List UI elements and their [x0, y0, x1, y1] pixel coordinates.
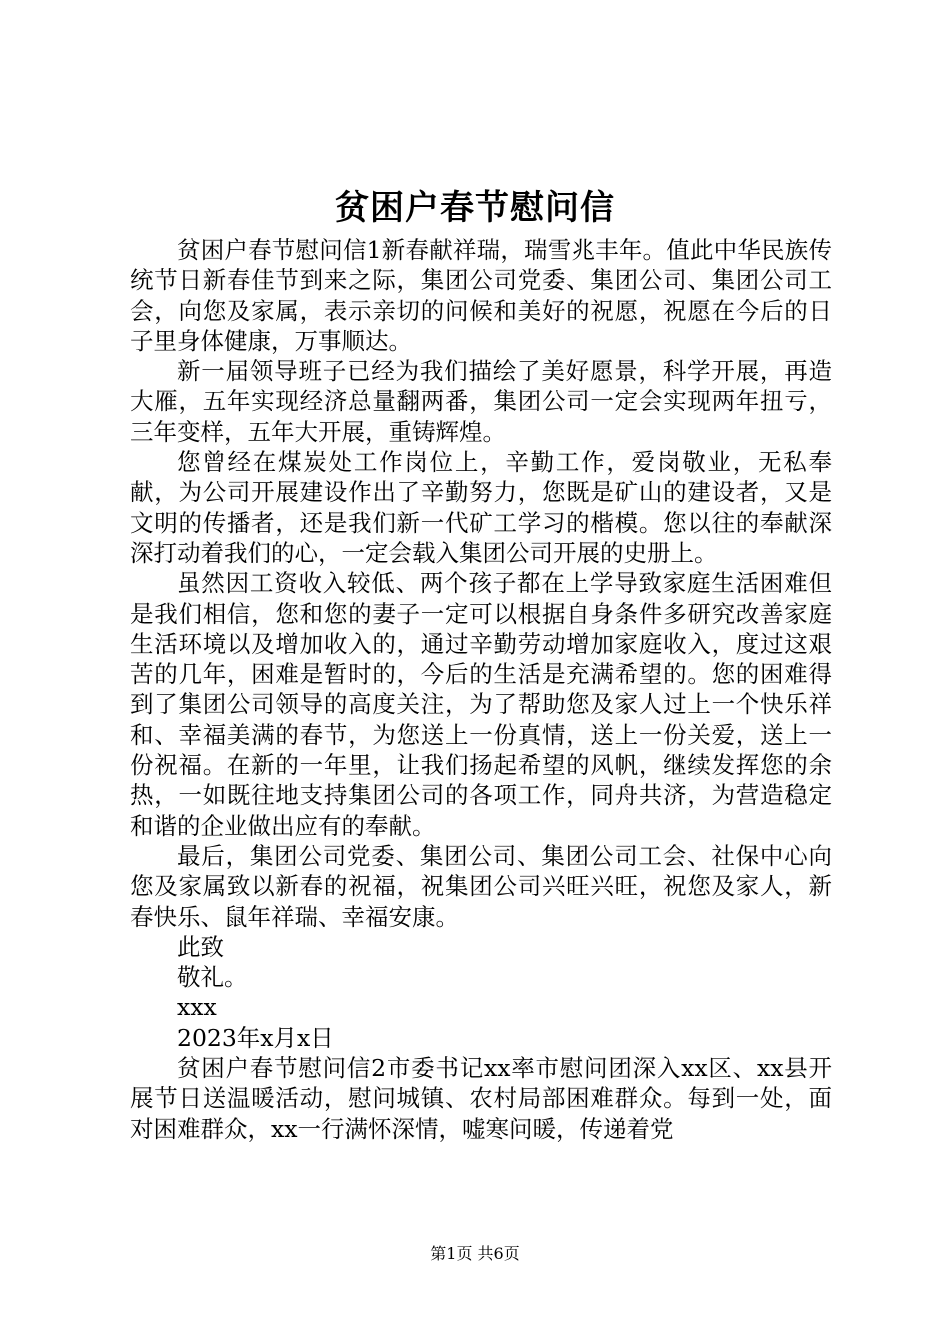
paragraph: 您曾经在煤炭处工作岗位上，辛勤工作，爱岗敬业，无私奉献，为公司开展建设作出了辛勤努力，您既是矿山的建设者，又是文明的传播者，还是我们新一代矿工学习的楷模。您以往的奉献深深打动着我们的心，一定会载入集团公司开展的史册上。 [130, 448, 832, 567]
signature: xxx [177, 993, 217, 1022]
document-title: 贫困户春节慰问信 [335, 188, 615, 228]
document-body [130, 235, 832, 1144]
closing-salutation: 此致 [177, 932, 224, 961]
paragraph: 贫困户春节慰问信2市委书记xx率市慰问团深入xx区、xx县开展节日送温暖活动，慰问城镇、农村局部困难群众。每到一处，面对困难群众，xx一行满怀深情，嘘寒问暖，传递着党 [130, 1054, 832, 1143]
paragraph: 虽然因工资收入较低、两个孩子都在上学导致家庭生活困难但是我们相信，您和您的妻子一定可以根据自身条件多研究改善家庭生活环境以及增加收入的，通过辛勤劳动增加家庭收入，度过这艰苦的几年，困难是暂时的，今后的生活是充满希望的。您的困难得到了集团公司领导的高度关注，为了帮助您及家人过上一个快乐祥和、幸福美满的春节，为您送上一份真情，送上一份关爱，送上一份祝福。在新的一年里，让我们扬起希望的风帆，继续发挥您的余热，一如既往地支持集团公司的各项工作，同舟共济，为营造稳定和谐的企业做出应有的奉献。 [130, 569, 832, 840]
page-footer: 第1页 共6页 [430, 1244, 520, 1263]
paragraph: 最后，集团公司党委、集团公司、集团公司工会、社保中心向您及家属致以新春的祝福，祝集团公司兴旺兴旺，祝您及家人，新春快乐、鼠年祥瑞、幸福安康。 [130, 841, 832, 931]
date-line: 2023年x月x日 [177, 1023, 334, 1052]
closing-regards: 敬礼。 [177, 963, 248, 992]
paragraph: 贫困户春节慰问信1新春献祥瑞，瑞雪兆丰年。值此中华民族传统节日新春佳节到来之际，集团公司党委、集团公司、集团公司工会，向您及家属，表示亲切的问候和美好的祝愿，祝愿在今后的日子里身体健康，万事顺达。 [130, 236, 832, 355]
paragraph: 新一届领导班子已经为我们描绘了美好愿景，科学开展，再造大雁，五年实现经济总量翻两番，集团公司一定会实现两年扭亏，三年变样，五年大开展，重铸辉煌。 [130, 357, 832, 446]
